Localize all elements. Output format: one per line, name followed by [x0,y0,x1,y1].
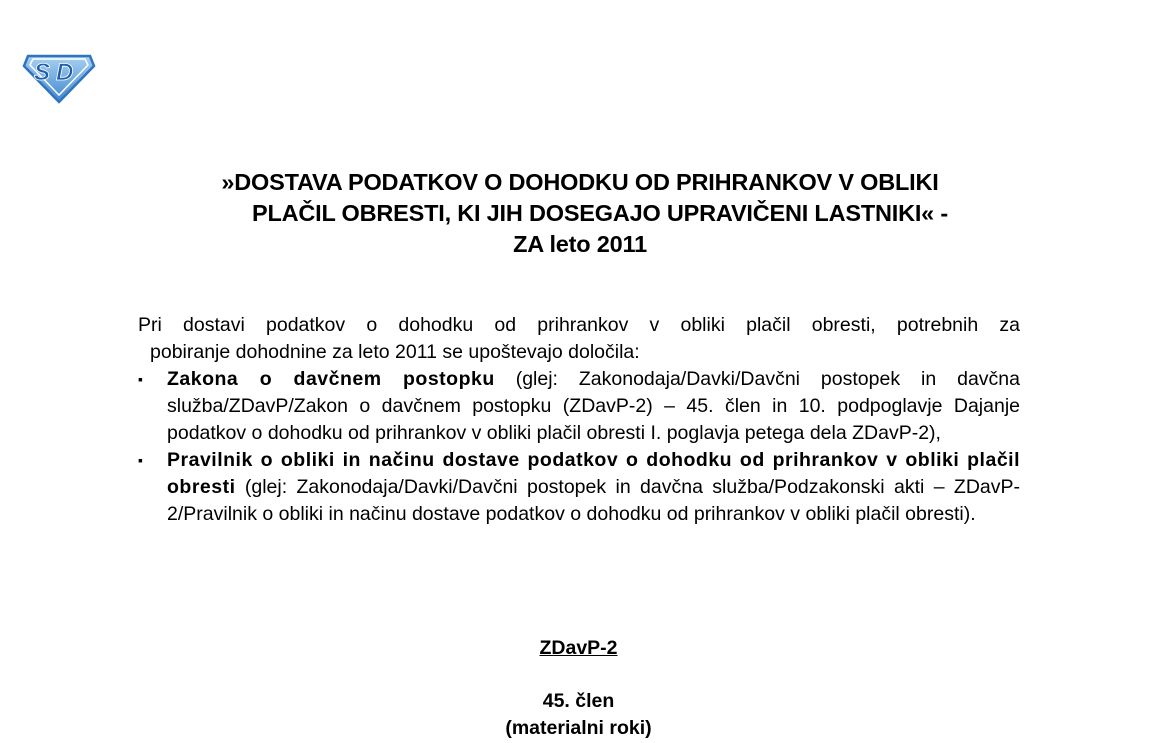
title-line-1: »DOSTAVA PODATKOV O DOHODKU OD PRIHRANKOV V OBLIKI [221,169,939,195]
intro-line-1: Pri dostavi podatkov o dohodku od prihrankov v obliki plačil obresti, potrebnih za [138,314,1020,336]
title-line-2: PLAČIL OBRESTI, KI JIH DOSEGAJO UPRAVIČENI LASTNIKI« - [251,200,949,226]
document-body [138,312,1020,528]
rule-text: (glej: Zakonodaja/Davki/Davčni postopek in davčna služba/ZDavP/Zakon o davčnem postopku (ZDavP-2) – 45. člen in 10. podpoglavje Dajanje podatkov o dohodku od prihrankov v obliki plačil obresti I. poglavja petega dela ZDavP-2), [167,368,1020,444]
title-line-3: ZA leto 2011 [513,231,647,257]
sd-logo-icon [22,50,96,104]
rule-text: (glej: Zakonodaja/Davki/Davčni postopek in davčna služba/Podzakonski akti – ZDavP-2/Pravilnik o obliki in načinu dostave podatkov o dohodku od prihrankov v obliki plačil obresti). [167,476,1020,525]
section-article-heading: 45. člen [542,690,615,712]
bullet-icon: ▪ [138,452,143,468]
rules-list [138,366,1020,528]
section-subtitle: (materialni roki) [505,717,652,739]
intro-line-2: pobiranje dohodnine za leto 2011 se upoštevajo določila: [150,341,640,363]
section-law-heading: ZDavP-2 [539,637,618,659]
list-item [138,447,1020,528]
rule-title: Zakona o davčnem postopku [167,368,495,390]
svg-text:D: D [56,59,74,86]
intro-paragraph [138,312,1020,366]
rule-title: Pravilnik o obliki in načinu dostave podatkov o dohodku od prihrankov v obliki plačil obresti [167,449,1020,498]
svg-text:S: S [34,59,51,86]
list-item [138,366,1020,447]
bullet-icon: ▪ [138,371,143,387]
document-title [120,167,1040,260]
